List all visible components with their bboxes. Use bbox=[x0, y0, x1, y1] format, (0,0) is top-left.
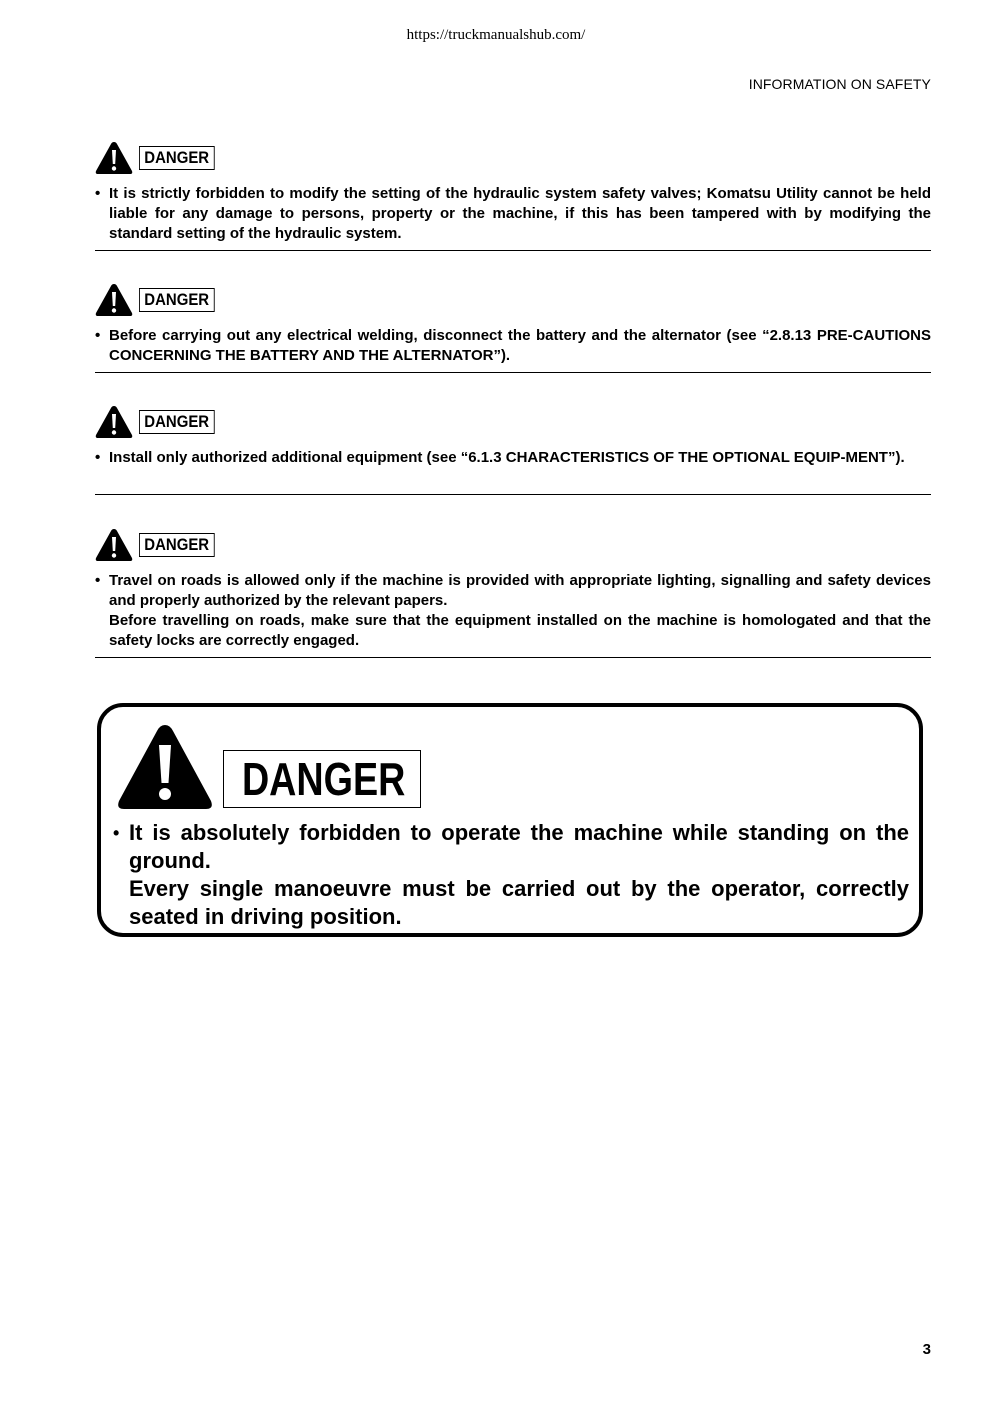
divider bbox=[95, 372, 931, 373]
warning-triangle-icon bbox=[95, 405, 133, 439]
divider bbox=[95, 494, 931, 495]
warning-text bbox=[95, 326, 931, 366]
source-url: https://truckmanualshub.com/ bbox=[406, 27, 586, 43]
divider bbox=[95, 250, 931, 251]
decal-danger-label bbox=[223, 750, 421, 808]
decal-paragraph: Every single manoeuvre must be carried out by the operator, correctly seated in driving position. bbox=[129, 876, 909, 929]
danger-label: DANGER bbox=[139, 146, 214, 170]
danger-decal bbox=[97, 703, 923, 937]
section-header: INFORMATION ON SAFETY bbox=[748, 76, 931, 92]
warning-triangle-icon bbox=[95, 283, 133, 317]
warning-paragraph: • Travel on roads is allowed only if the machine is provided with appropriate lighting, signalling and safety devices and properly authorized by the relevant papers. bbox=[109, 572, 931, 609]
warning-paragraph: Before travelling on roads, make sure that the equipment installed on the machine is homologated and that the safety locks are correctly engaged. bbox=[109, 612, 931, 649]
danger-label: DANGER bbox=[139, 288, 214, 312]
warning-triangle-icon bbox=[117, 723, 213, 811]
warning-triangle-icon bbox=[95, 528, 133, 562]
warning-paragraph: • Install only authorized additional equipment (see “6.1.3 CHARACTERISTICS OF THE OPTIONAL EQUIP-MENT”). bbox=[109, 449, 905, 466]
danger-warning-1 bbox=[95, 140, 931, 244]
warning-text bbox=[95, 184, 931, 244]
danger-warning-4 bbox=[95, 527, 931, 651]
danger-warning-3 bbox=[95, 404, 931, 468]
warning-text bbox=[95, 571, 931, 651]
decal-text bbox=[113, 819, 909, 931]
danger-label: DANGER bbox=[139, 410, 214, 434]
warning-paragraph: • Before carrying out any electrical welding, disconnect the battery and the alternator (see “2.8.13 PRE-CAUTIONS CONCERNING THE BATTERY AND THE ALTERNATOR”). bbox=[109, 327, 931, 364]
decal-paragraph: • It is absolutely forbidden to operate the machine while standing on the ground. bbox=[129, 820, 909, 873]
danger-warning-2 bbox=[95, 282, 931, 366]
warning-text bbox=[95, 448, 931, 468]
danger-label: DANGER bbox=[139, 533, 214, 557]
decal-danger-label-text: DANGER bbox=[241, 753, 406, 805]
warning-paragraph: • It is strictly forbidden to modify the setting of the hydraulic system safety valves; Komatsu Utility cannot be held liable for any damage to persons, property or the machine, if this has been tampered with by modifying the standard setting of the hydraulic system. bbox=[109, 185, 931, 242]
divider bbox=[95, 657, 931, 658]
page-number: 3 bbox=[922, 1341, 931, 1358]
warning-triangle-icon bbox=[95, 141, 133, 175]
